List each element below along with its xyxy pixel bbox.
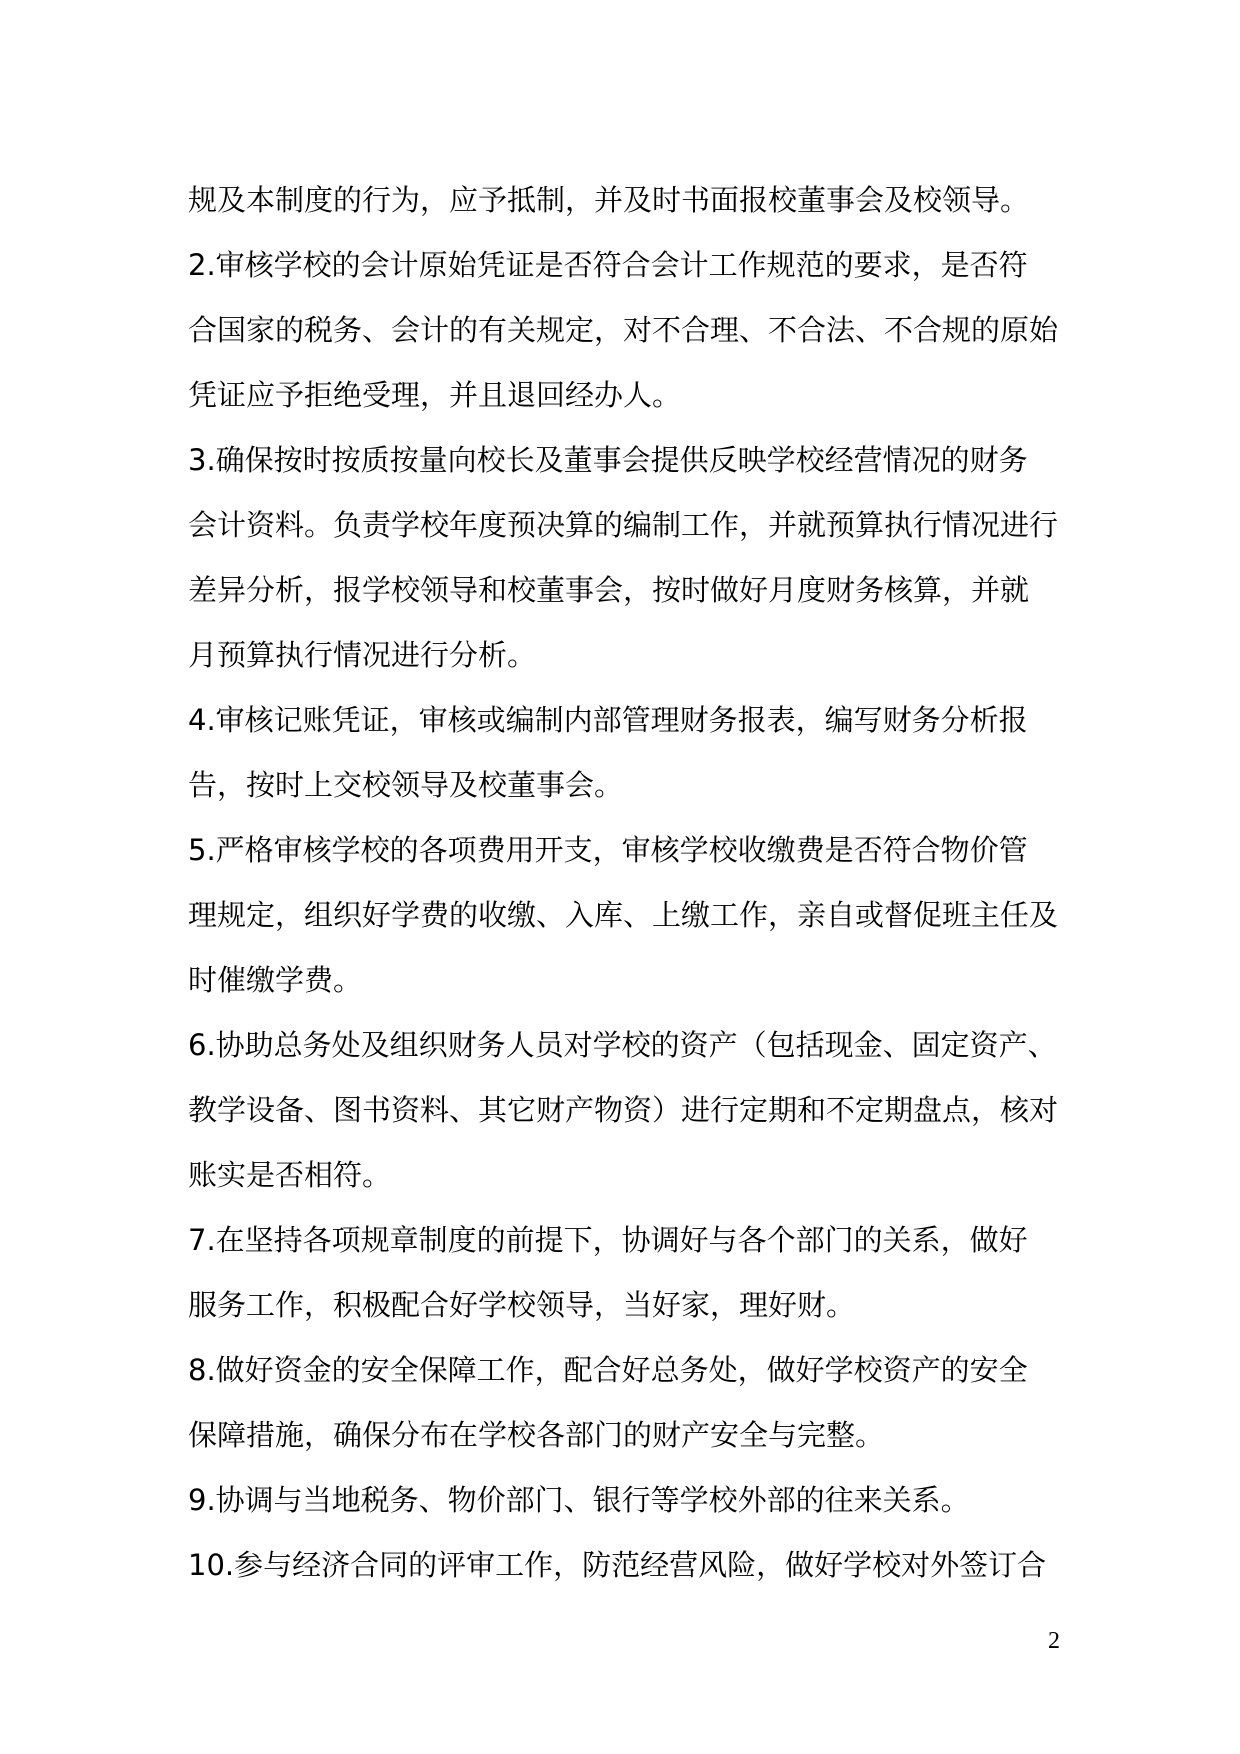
text-line: 8.做好资金的安全保障工作，配合好总务处，做好学校资产的安全 [188, 1353, 1028, 1387]
text-line: 3.确保按时按质按量向校长及董事会提供反映学校经营情况的财务 [188, 443, 1028, 477]
text-line: 9.协调与当地税务、物价部门、银行等学校外部的往来关系。 [188, 1483, 970, 1517]
text-line: 时催缴学费。 [188, 963, 363, 997]
text-line: 2.审核学校的会计原始凭证是否符合会计工作规范的要求，是否符 [188, 248, 1028, 282]
text-line: 理规定，组织好学费的收缴、入库、上缴工作，亲自或督促班主任及 [188, 898, 1059, 932]
text-line: 4.审核记账凭证，审核或编制内部管理财务报表，编写财务分析报 [188, 703, 1028, 737]
text-line: 服务工作，积极配合好学校领导，当好家，理好财。 [188, 1288, 856, 1322]
page-number: 2 [1048, 1628, 1060, 1654]
body-text [188, 168, 1062, 1598]
text-line: 月预算执行情况进行分析。 [188, 638, 537, 672]
text-line: 7.在坚持各项规章制度的前提下，协调好与各个部门的关系，做好 [188, 1223, 1028, 1257]
text-line: 规及本制度的行为，应予抵制，并及时书面报校董事会及校领导。 [188, 183, 1030, 217]
text-line: 10.参与经济合同的评审工作，防范经营风险，做好学校对外签订合 [188, 1548, 1047, 1582]
text-line: 账实是否相符。 [188, 1158, 392, 1192]
text-line: 5.严格审核学校的各项费用开支，审核学校收缴费是否符合物价管 [188, 833, 1028, 867]
text-line: 差异分析，报学校领导和校董事会，按时做好月度财务核算，并就 [188, 573, 1030, 607]
text-line: 凭证应予拒绝受理，并且退回经办人。 [188, 378, 682, 412]
text-line: 告，按时上交校领导及校董事会。 [188, 768, 624, 802]
text-line: 会计资料。负责学校年度预决算的编制工作，并就预算执行情况进行 [188, 508, 1059, 542]
text-line: 6.协助总务处及组织财务人员对学校的资产（包括现金、固定资产、 [188, 1028, 1057, 1062]
text-line: 保障措施，确保分布在学校各部门的财产安全与完整。 [188, 1418, 885, 1452]
text-line: 合国家的税务、会计的有关规定，对不合理、不合法、不合规的原始 [188, 313, 1059, 347]
text-line: 教学设备、图书资料、其它财产物资）进行定期和不定期盘点，核对 [188, 1093, 1059, 1127]
